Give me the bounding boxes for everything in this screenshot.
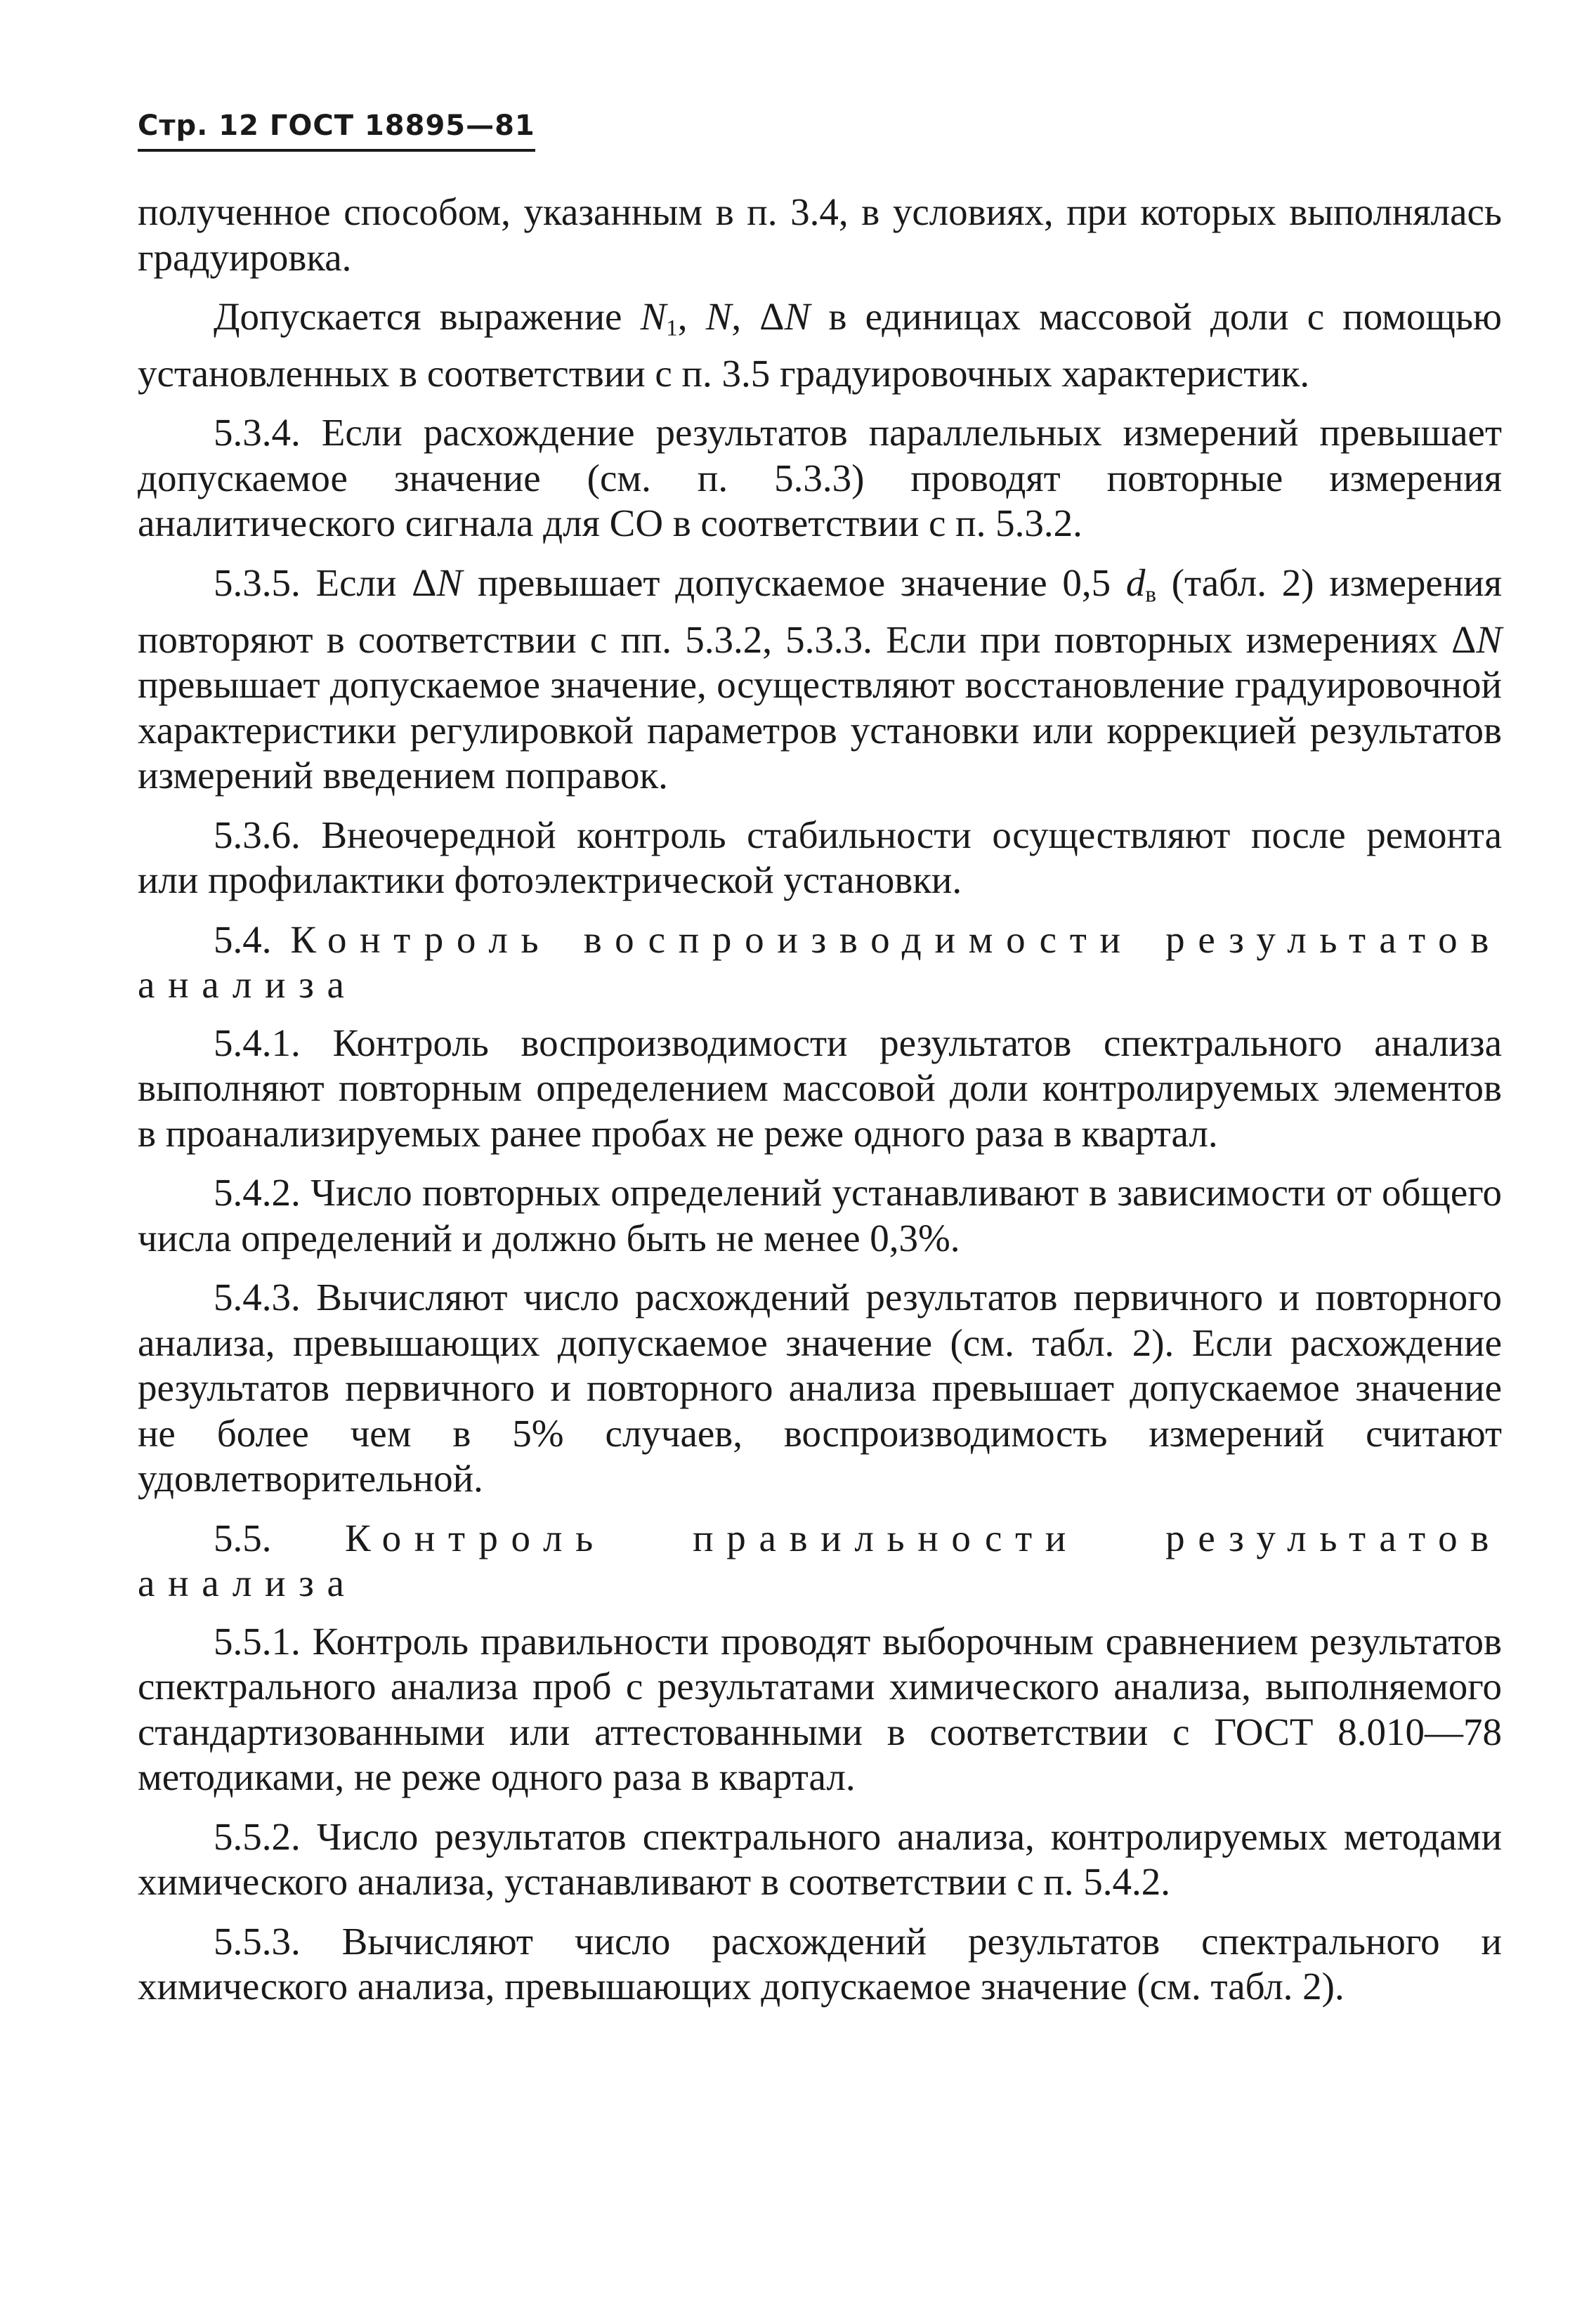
text-run: , (677, 295, 706, 338)
symbol-n: N (1476, 617, 1502, 661)
document-body (138, 190, 1502, 2024)
clause-5-5-3: 5.5.3. Вычисляют число расхождений результатов спектрального и химического анализа, превышающих допускаемое значение (см. табл. 2). (138, 1919, 1502, 2008)
text-run: превышает допускаемое значение 0,5 (462, 561, 1126, 604)
clause-5-5-1: 5.5.1. Контроль правильности проводят выборочным сравнением результатов спектрального анализа проб с результатами химического анализа, выполняемого стандартизованными или аттестованными в соответствии с ГОСТ 8.010—78 методиками, не реже одного раза в квартал. (138, 1619, 1502, 1798)
subscript: 1 (666, 315, 678, 341)
page-header: Стр. 12 ГОСТ 18895—81 (138, 110, 535, 152)
section-number: 5.5. (214, 1516, 272, 1559)
clause-5-3-6: 5.3.6. Внеочередной контроль стабильности осуществляют после ремонта или профилактики фотоэлектрической установки. (138, 813, 1502, 901)
section-title: Контроль правильности результатов анализа (138, 1516, 1502, 1604)
text-run: , Δ (731, 295, 785, 338)
text-run: Допускается выражение (214, 295, 641, 338)
section-number: 5.4. (214, 917, 272, 961)
section-5-4-heading (138, 917, 1502, 1008)
text-run: превышает допускаемое значение, осуществляют восстановление градуировочной характеристики регулировкой параметров установки или коррекцией результатов измерений введением поправок. (138, 663, 1502, 797)
text-run: (табл. 2) измерения повторяют в соответствии с пп. 5.3.2, 5.3.3. Если при повторных измерениях Δ (138, 561, 1502, 661)
paragraph-continuation: полученное способом, указанным в п. 3.4, в условиях, при которых выполнялась градуировка. (138, 190, 1502, 279)
clause-5-4-1: 5.4.1. Контроль воспроизводимости результатов спектрального анализа выполняют повторным определением массовой доли контролируемых элементов в проанализируемых ранее пробах не реже одного раза в квартал. (138, 1021, 1502, 1155)
clause-5-3-4: 5.3.4. Если расхождение результатов параллельных измерений превышает допускаемое значение (см. п. 5.3.3) проводят повторные измерения аналитического сигнала для СО в соответствии с п. 5.3.2. (138, 411, 1502, 545)
symbol-n: N (436, 561, 463, 604)
clause-5-4-3: 5.4.3. Вычисляют число расхождений результатов первичного и повторного анализа, превышающих допускаемое значение (см. табл. 2). Если расхождение результатов первичного и повторного анализа превышает допускаемое значение не более чем в 5% случаев, воспроизводимость измерений считают удовлетворительной. (138, 1276, 1502, 1500)
clause-5-3-5 (138, 561, 1502, 799)
subscript: в (1145, 582, 1156, 607)
symbol-d: d (1125, 561, 1146, 604)
text-run: в единицах массовой доли с помощью установленных в соответствии с п. 3.5 градуировочных характеристик. (138, 295, 1502, 395)
paragraph-expression (138, 294, 1502, 396)
clause-5-4-2: 5.4.2. Число повторных определений устанавливают в зависимости от общего числа определений и должно быть не менее 0,3%. (138, 1171, 1502, 1260)
clause-5-5-2: 5.5.2. Число результатов спектрального анализа, контролируемых методами химического анализа, устанавливают в соответствии с п. 5.4.2. (138, 1814, 1502, 1903)
symbol-n: N (640, 295, 667, 338)
text-run: 5.3.5. Если Δ (214, 561, 437, 604)
section-title: Контроль воспроизводимости результатов анализа (138, 917, 1503, 1006)
symbol-n: N (784, 295, 811, 338)
section-5-5-heading (138, 1516, 1502, 1607)
symbol-n: N (705, 295, 732, 338)
